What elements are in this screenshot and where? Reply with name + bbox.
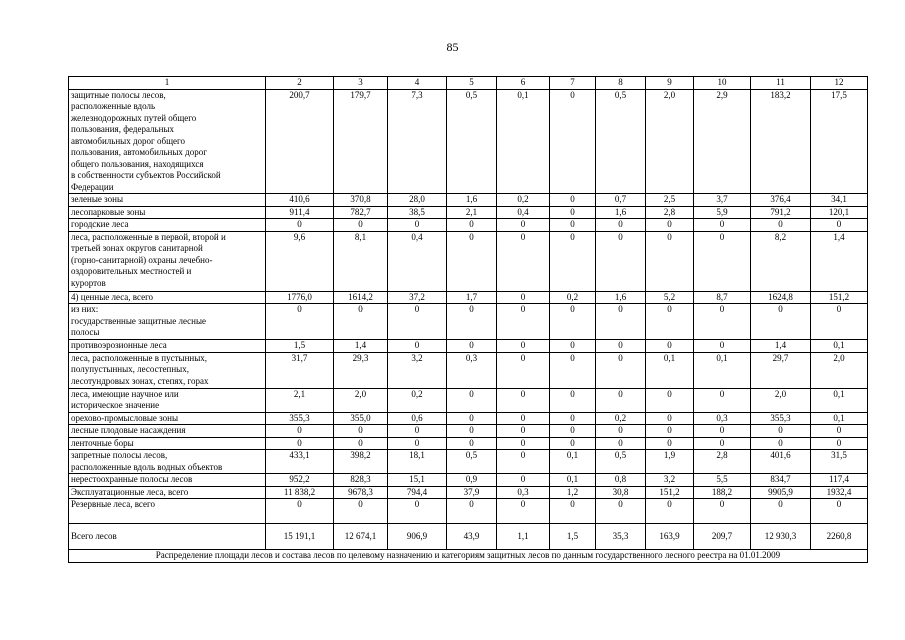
value-cell: 0 [751, 499, 811, 524]
column-number-cell: 7 [550, 77, 596, 90]
value-cell: 0,2 [596, 412, 646, 425]
value-cell: 0 [497, 340, 550, 353]
table-row [69, 412, 868, 425]
value-cell: 0 [596, 304, 646, 340]
value-cell: 0 [266, 304, 334, 340]
table-row [69, 437, 868, 450]
value-cell: 2,8 [646, 206, 694, 219]
value-cell: 0 [646, 388, 694, 412]
value-cell: 188,2 [694, 486, 751, 499]
value-cell: 1,6 [447, 194, 497, 207]
value-cell: 0 [266, 499, 334, 524]
value-cell: 0 [334, 304, 388, 340]
value-cell: 1,5 [266, 340, 334, 353]
value-cell: 0 [646, 231, 694, 291]
value-cell: 17,5 [811, 89, 868, 194]
value-cell: 7,3 [388, 89, 447, 194]
value-cell: 5,5 [694, 474, 751, 487]
value-cell: 0,2 [497, 194, 550, 207]
value-cell: 30,8 [596, 486, 646, 499]
value-cell: 0 [550, 340, 596, 353]
value-cell: 0 [497, 219, 550, 232]
row-label: противоэрозионные леса [69, 340, 266, 353]
value-cell: 782,7 [334, 206, 388, 219]
table-row [69, 304, 868, 340]
value-cell: 1,7 [447, 291, 497, 304]
value-cell: 0 [497, 425, 550, 438]
table-row [69, 194, 868, 207]
value-cell: 0 [497, 412, 550, 425]
value-cell: 0,5 [596, 89, 646, 194]
value-cell: 0,9 [447, 474, 497, 487]
value-cell: 8,2 [751, 231, 811, 291]
forest-area-table [68, 76, 868, 563]
value-cell: 0 [751, 425, 811, 438]
row-label: леса, расположенные в пустынных, полупустынных, лесостепных, лесотундровых зонах, степях, горах [69, 352, 266, 388]
value-cell: 1624,8 [751, 291, 811, 304]
row-label: ленточные боры [69, 437, 266, 450]
value-cell: 1,6 [596, 206, 646, 219]
table-row [69, 219, 868, 232]
value-cell: 0 [266, 219, 334, 232]
value-cell: 0,1 [550, 474, 596, 487]
value-cell: 12 674,1 [334, 524, 388, 550]
row-label: леса, имеющие научное или историческое значение [69, 388, 266, 412]
value-cell: 5,2 [646, 291, 694, 304]
row-label: леса, расположенные в первой, второй и третьей зонах округов санитарной (горно-санитарной) охраны лечебно- оздоровительных местностей и курортов [69, 231, 266, 291]
value-cell: 0 [334, 425, 388, 438]
table-row [69, 524, 868, 550]
value-cell: 0 [550, 219, 596, 232]
table-caption: Распределение площади лесов и состава лесов по целевому назначению и категориям защитных лесов по данным государственного лесного реестра на 01.01.2009 [69, 550, 868, 563]
value-cell: 151,2 [646, 486, 694, 499]
value-cell: 43,9 [447, 524, 497, 550]
value-cell: 0 [497, 352, 550, 388]
value-cell: 209,7 [694, 524, 751, 550]
value-cell: 0 [550, 412, 596, 425]
table-row [69, 231, 868, 291]
value-cell: 0 [646, 425, 694, 438]
row-label: запретные полосы лесов, расположенные вдоль водных объектов [69, 450, 266, 474]
row-label: 4) ценные леса, всего [69, 291, 266, 304]
value-cell: 1614,2 [334, 291, 388, 304]
value-cell: 0,8 [596, 474, 646, 487]
value-cell: 35,3 [596, 524, 646, 550]
value-cell: 0 [646, 499, 694, 524]
value-cell: 2,0 [334, 388, 388, 412]
value-cell: 0 [550, 206, 596, 219]
value-cell: 410,6 [266, 194, 334, 207]
column-number-cell: 10 [694, 77, 751, 90]
value-cell: 0,2 [388, 388, 447, 412]
value-cell: 906,9 [388, 524, 447, 550]
value-cell: 0 [694, 340, 751, 353]
value-cell: 15,1 [388, 474, 447, 487]
value-cell: 120,1 [811, 206, 868, 219]
value-cell: 0,5 [596, 450, 646, 474]
value-cell: 0 [694, 231, 751, 291]
value-cell: 28,0 [388, 194, 447, 207]
column-number-cell: 1 [69, 77, 266, 90]
value-cell: 0 [694, 499, 751, 524]
value-cell: 0 [596, 352, 646, 388]
value-cell: 37,9 [447, 486, 497, 499]
table-row [69, 352, 868, 388]
value-cell: 401,6 [751, 450, 811, 474]
value-cell: 0 [497, 437, 550, 450]
value-cell: 0 [550, 499, 596, 524]
value-cell: 0,7 [596, 194, 646, 207]
row-label: из них: государственные защитные лесные полосы [69, 304, 266, 340]
row-label: Всего лесов [69, 524, 266, 550]
value-cell: 2260,8 [811, 524, 868, 550]
value-cell: 0 [596, 425, 646, 438]
value-cell: 0 [388, 304, 447, 340]
table-row [69, 206, 868, 219]
value-cell: 0 [811, 425, 868, 438]
value-cell: 0 [751, 437, 811, 450]
value-cell: 0 [751, 219, 811, 232]
value-cell: 0 [388, 425, 447, 438]
value-cell: 0 [646, 304, 694, 340]
row-label: нерестоохранные полосы лесов [69, 474, 266, 487]
value-cell: 0 [646, 412, 694, 425]
value-cell: 0 [596, 231, 646, 291]
column-number-cell: 8 [596, 77, 646, 90]
value-cell: 355,3 [751, 412, 811, 425]
value-cell: 0,1 [694, 352, 751, 388]
value-cell: 9905,9 [751, 486, 811, 499]
value-cell: 0 [447, 412, 497, 425]
value-cell: 34,1 [811, 194, 868, 207]
value-cell: 433,1 [266, 450, 334, 474]
value-cell: 151,2 [811, 291, 868, 304]
value-cell: 2,1 [266, 388, 334, 412]
value-cell: 0,4 [388, 231, 447, 291]
column-number-cell: 3 [334, 77, 388, 90]
value-cell: 0 [550, 352, 596, 388]
value-cell: 0 [694, 304, 751, 340]
value-cell: 0,5 [447, 450, 497, 474]
value-cell: 0,5 [447, 89, 497, 194]
value-cell: 3,2 [388, 352, 447, 388]
value-cell: 1,4 [334, 340, 388, 353]
value-cell: 0 [811, 219, 868, 232]
value-cell: 794,4 [388, 486, 447, 499]
value-cell: 5,9 [694, 206, 751, 219]
table-row [69, 291, 868, 304]
value-cell: 0 [388, 499, 447, 524]
value-cell: 31,7 [266, 352, 334, 388]
value-cell: 0,2 [550, 291, 596, 304]
value-cell: 0 [266, 437, 334, 450]
value-cell: 0 [497, 304, 550, 340]
table-row [69, 388, 868, 412]
value-cell: 0 [388, 340, 447, 353]
value-cell: 0 [596, 219, 646, 232]
value-cell: 117,4 [811, 474, 868, 487]
value-cell: 1,6 [596, 291, 646, 304]
value-cell: 0 [447, 437, 497, 450]
value-cell: 38,5 [388, 206, 447, 219]
value-cell: 0 [447, 340, 497, 353]
row-label: защитные полосы лесов, расположенные вдоль железнодорожных путей общего пользования, федеральных автомобильных дорог общего пользования, автомобильных дорог общего пользования, находящихся в собственности субъектов Российской Федерации [69, 89, 266, 194]
value-cell: 0,3 [694, 412, 751, 425]
value-cell: 0 [811, 304, 868, 340]
row-label: лесопарковые зоны [69, 206, 266, 219]
value-cell: 1,5 [550, 524, 596, 550]
value-cell: 2,0 [646, 89, 694, 194]
column-number-cell: 11 [751, 77, 811, 90]
column-number-cell: 2 [266, 77, 334, 90]
value-cell: 0,1 [811, 340, 868, 353]
value-cell: 2,5 [646, 194, 694, 207]
row-label: орехово-промысловые зоны [69, 412, 266, 425]
caption-row [69, 550, 868, 563]
value-cell: 2,9 [694, 89, 751, 194]
table-row [69, 474, 868, 487]
value-cell: 0 [694, 425, 751, 438]
value-cell: 0,1 [646, 352, 694, 388]
value-cell: 0,1 [811, 412, 868, 425]
value-cell: 0 [596, 437, 646, 450]
value-cell: 0 [334, 437, 388, 450]
value-cell: 952,2 [266, 474, 334, 487]
value-cell: 355,3 [266, 412, 334, 425]
table-row [69, 486, 868, 499]
value-cell: 179,7 [334, 89, 388, 194]
value-cell: 2,1 [447, 206, 497, 219]
value-cell: 8,7 [694, 291, 751, 304]
value-cell: 0 [596, 388, 646, 412]
value-cell: 0 [447, 499, 497, 524]
value-cell: 1776,0 [266, 291, 334, 304]
value-cell: 0 [388, 219, 447, 232]
value-cell: 398,2 [334, 450, 388, 474]
value-cell: 200,7 [266, 89, 334, 194]
value-cell: 0,3 [497, 486, 550, 499]
value-cell: 0 [497, 450, 550, 474]
value-cell: 0 [751, 304, 811, 340]
value-cell: 0,1 [550, 450, 596, 474]
value-cell: 0,1 [811, 388, 868, 412]
column-number-cell: 4 [388, 77, 447, 90]
column-number-cell: 6 [497, 77, 550, 90]
value-cell: 0 [550, 89, 596, 194]
value-cell: 0 [447, 425, 497, 438]
value-cell: 11 838,2 [266, 486, 334, 499]
value-cell: 0 [550, 425, 596, 438]
value-cell: 0 [811, 437, 868, 450]
value-cell: 1,1 [497, 524, 550, 550]
table-row [69, 450, 868, 474]
table-row [69, 499, 868, 524]
value-cell: 18,1 [388, 450, 447, 474]
value-cell: 0 [550, 388, 596, 412]
value-cell: 0 [811, 499, 868, 524]
value-cell: 0 [694, 437, 751, 450]
value-cell: 1,9 [646, 450, 694, 474]
value-cell: 376,4 [751, 194, 811, 207]
table-row [69, 425, 868, 438]
column-number-cell: 12 [811, 77, 868, 90]
value-cell: 791,2 [751, 206, 811, 219]
value-cell: 3,7 [694, 194, 751, 207]
column-number-cell: 9 [646, 77, 694, 90]
row-label: Эксплуатационные леса, всего [69, 486, 266, 499]
row-label: лесные плодовые насаждения [69, 425, 266, 438]
value-cell: 3,2 [646, 474, 694, 487]
value-cell: 355,0 [334, 412, 388, 425]
column-number-cell: 5 [447, 77, 497, 90]
value-cell: 0 [596, 499, 646, 524]
value-cell: 0,1 [497, 89, 550, 194]
value-cell: 0 [497, 231, 550, 291]
value-cell: 0 [334, 499, 388, 524]
value-cell: 828,3 [334, 474, 388, 487]
value-cell: 0,3 [447, 352, 497, 388]
value-cell: 0 [497, 291, 550, 304]
value-cell: 31,5 [811, 450, 868, 474]
value-cell: 1,2 [550, 486, 596, 499]
value-cell: 0,6 [388, 412, 447, 425]
value-cell: 163,9 [646, 524, 694, 550]
value-cell: 0 [447, 231, 497, 291]
value-cell: 9678,3 [334, 486, 388, 499]
table-row [69, 340, 868, 353]
value-cell: 29,3 [334, 352, 388, 388]
value-cell: 0 [550, 231, 596, 291]
value-cell: 0,4 [497, 206, 550, 219]
value-cell: 29,7 [751, 352, 811, 388]
value-cell: 37,2 [388, 291, 447, 304]
value-cell: 2,0 [811, 352, 868, 388]
value-cell: 0 [694, 219, 751, 232]
value-cell: 0 [646, 340, 694, 353]
value-cell: 2,0 [751, 388, 811, 412]
value-cell: 911,4 [266, 206, 334, 219]
page-number: 85 [446, 40, 459, 54]
value-cell: 0 [497, 499, 550, 524]
value-cell: 0 [646, 219, 694, 232]
value-cell: 2,8 [694, 450, 751, 474]
row-label: Резервные леса, всего [69, 499, 266, 524]
value-cell: 0 [334, 219, 388, 232]
row-label: городские леса [69, 219, 266, 232]
value-cell: 0 [497, 474, 550, 487]
value-cell: 0 [550, 304, 596, 340]
value-cell: 0 [550, 194, 596, 207]
value-cell: 0 [447, 388, 497, 412]
value-cell: 1,4 [751, 340, 811, 353]
value-cell: 834,7 [751, 474, 811, 487]
value-cell: 0 [266, 425, 334, 438]
value-cell: 8,1 [334, 231, 388, 291]
value-cell: 0 [497, 388, 550, 412]
header-row [69, 77, 868, 90]
value-cell: 12 930,3 [751, 524, 811, 550]
value-cell: 0 [646, 437, 694, 450]
value-cell: 370,8 [334, 194, 388, 207]
value-cell: 0 [694, 388, 751, 412]
value-cell: 0 [596, 340, 646, 353]
value-cell: 0 [447, 219, 497, 232]
value-cell: 9,6 [266, 231, 334, 291]
table-row [69, 89, 868, 194]
value-cell: 15 191,1 [266, 524, 334, 550]
value-cell: 0 [447, 304, 497, 340]
value-cell: 183,2 [751, 89, 811, 194]
row-label: зеленые зоны [69, 194, 266, 207]
value-cell: 0 [550, 437, 596, 450]
value-cell: 1932,4 [811, 486, 868, 499]
value-cell: 0 [388, 437, 447, 450]
value-cell: 1,4 [811, 231, 868, 291]
